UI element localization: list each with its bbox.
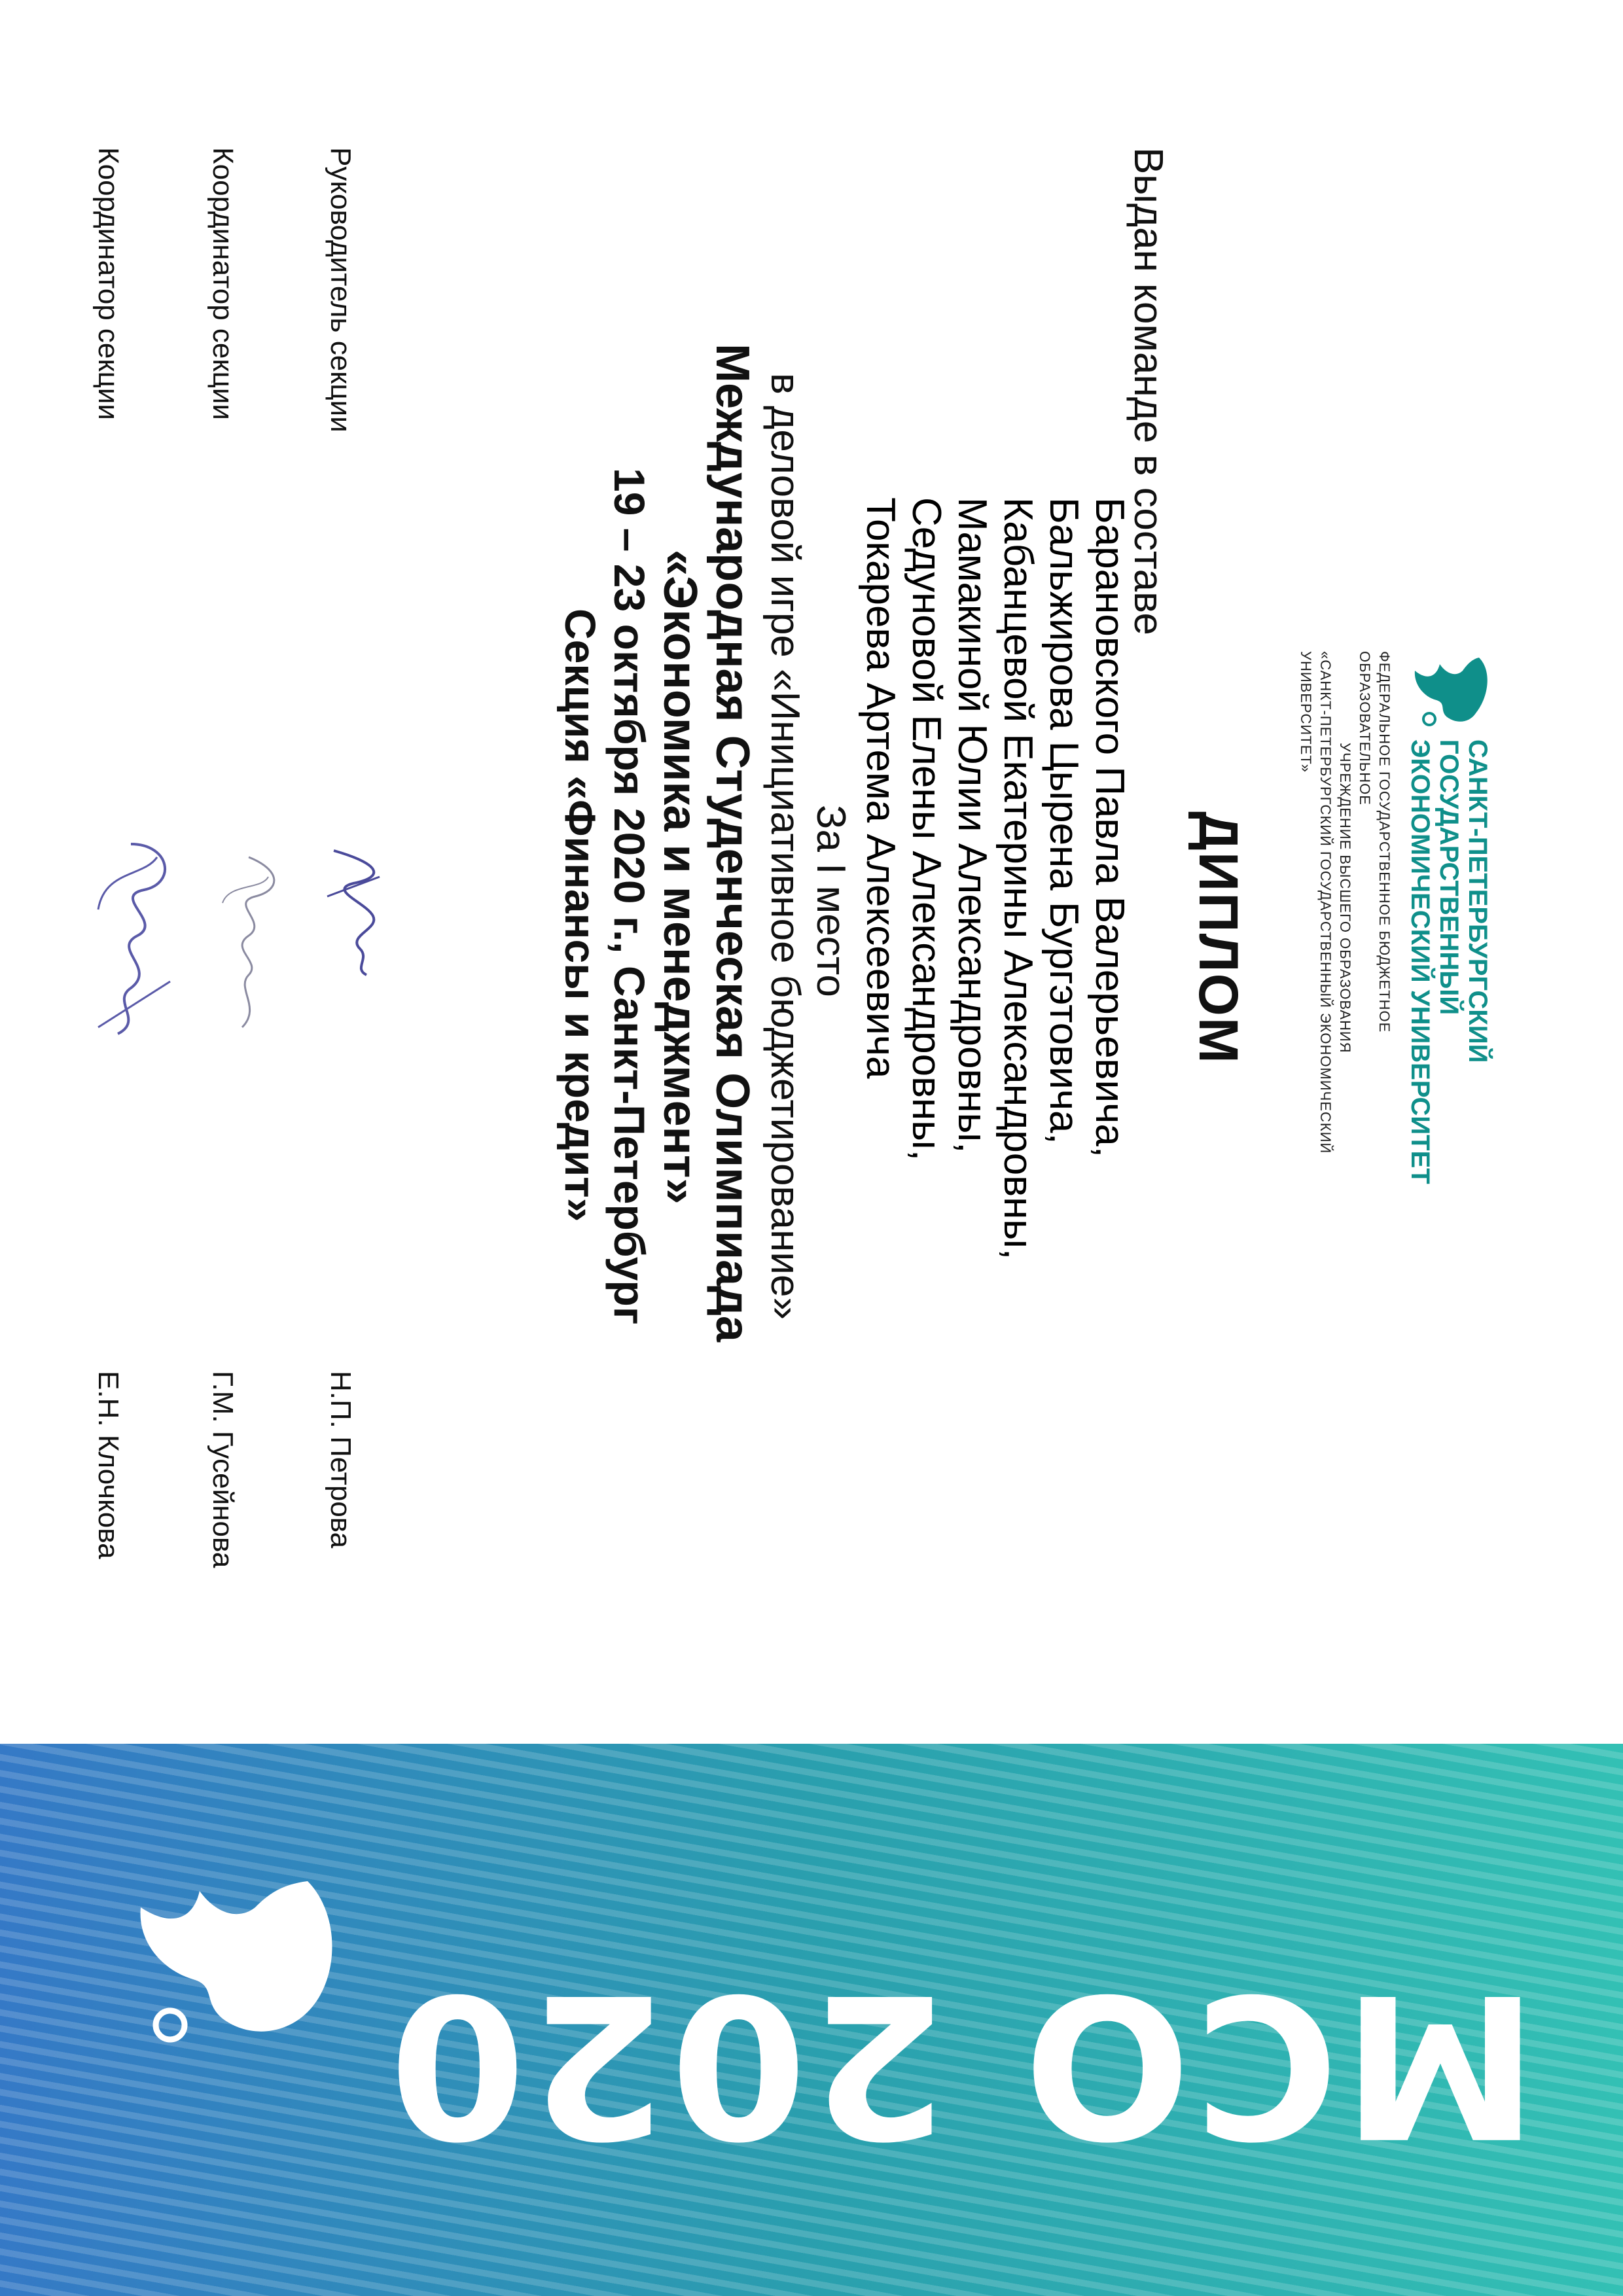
team-member: Седуновой Елены Александровны, xyxy=(904,497,949,1161)
university-subtitle: ФЕДЕРАЛЬНОЕ ГОСУДАРСТВЕННОЕ БЮДЖЕТНОЕ ОБРАЗОВАТЕЛЬНОЕ УЧРЕЖДЕНИЕ ВЫСШЕГО ОБРАЗОВАНИЯ «САНКТ-ПЕТЕРБУРГСКИЙ ГОСУДАРСТВЕННЫЙ ЭКОНОМИЧЕСКИЙ УНИВЕРСИТЕТ» xyxy=(1298,651,1393,1154)
signatory-name: Н.П. Петрова xyxy=(325,1371,357,1549)
game-name: в деловой игре «Инициативное бюджетирование» xyxy=(762,373,808,1320)
award-place: За I место xyxy=(808,805,853,997)
university-bird-logo-icon xyxy=(1407,651,1492,730)
signature-3-icon xyxy=(85,831,183,1040)
signature-2-icon xyxy=(209,851,288,1034)
event-dates: 19 – 23 октября 2020 г., Санкт-Петербург xyxy=(605,468,654,1325)
team-member: Бальжирова Цырена Бургэтовича, xyxy=(1041,497,1086,1144)
team-member: Токарева Артема Алексеевича xyxy=(858,497,903,1079)
university-logo-block xyxy=(1298,651,1492,1188)
section-name: Секция «Финансы и кредит» xyxy=(556,609,605,1222)
team-member: Барановского Павла Валерьевича, xyxy=(1087,497,1132,1158)
signatory-role: Координатор секции xyxy=(92,147,124,420)
event-banner xyxy=(0,1744,1623,2296)
diploma-title: ДИПЛОМ xyxy=(1188,811,1249,1065)
banner-title: МСО 2020 xyxy=(385,1951,1538,2179)
banner-bird-logo-icon xyxy=(131,1862,347,2058)
team-member: Кабанцевой Екатерины Александровны, xyxy=(995,497,1041,1260)
team-member: Мамакиной Юлии Александровны, xyxy=(950,497,995,1154)
olympiad-title: Международная Студенческая Олимпиада xyxy=(706,344,758,1342)
issued-to-text: Выдан команде в составе xyxy=(1126,147,1171,635)
olympiad-name: «Экономика и менеджмент» xyxy=(654,550,706,1205)
signatory-name: Е.Н. Клочкова xyxy=(92,1371,124,1559)
signatory-role: Координатор секции xyxy=(207,147,239,420)
signatory-role: Руководитель секции xyxy=(325,147,357,433)
university-name: САНКТ-ПЕТЕРБУРГСКИЙ ГОСУДАРСТВЕННЫЙ ЭКОНОМИЧЕСКИЙ УНИВЕРСИТЕТ xyxy=(1406,739,1492,1184)
team-members-list xyxy=(857,497,1132,1260)
signatory-name: Г.М. Гусейнова xyxy=(207,1371,239,1568)
signature-1-icon xyxy=(321,838,393,981)
